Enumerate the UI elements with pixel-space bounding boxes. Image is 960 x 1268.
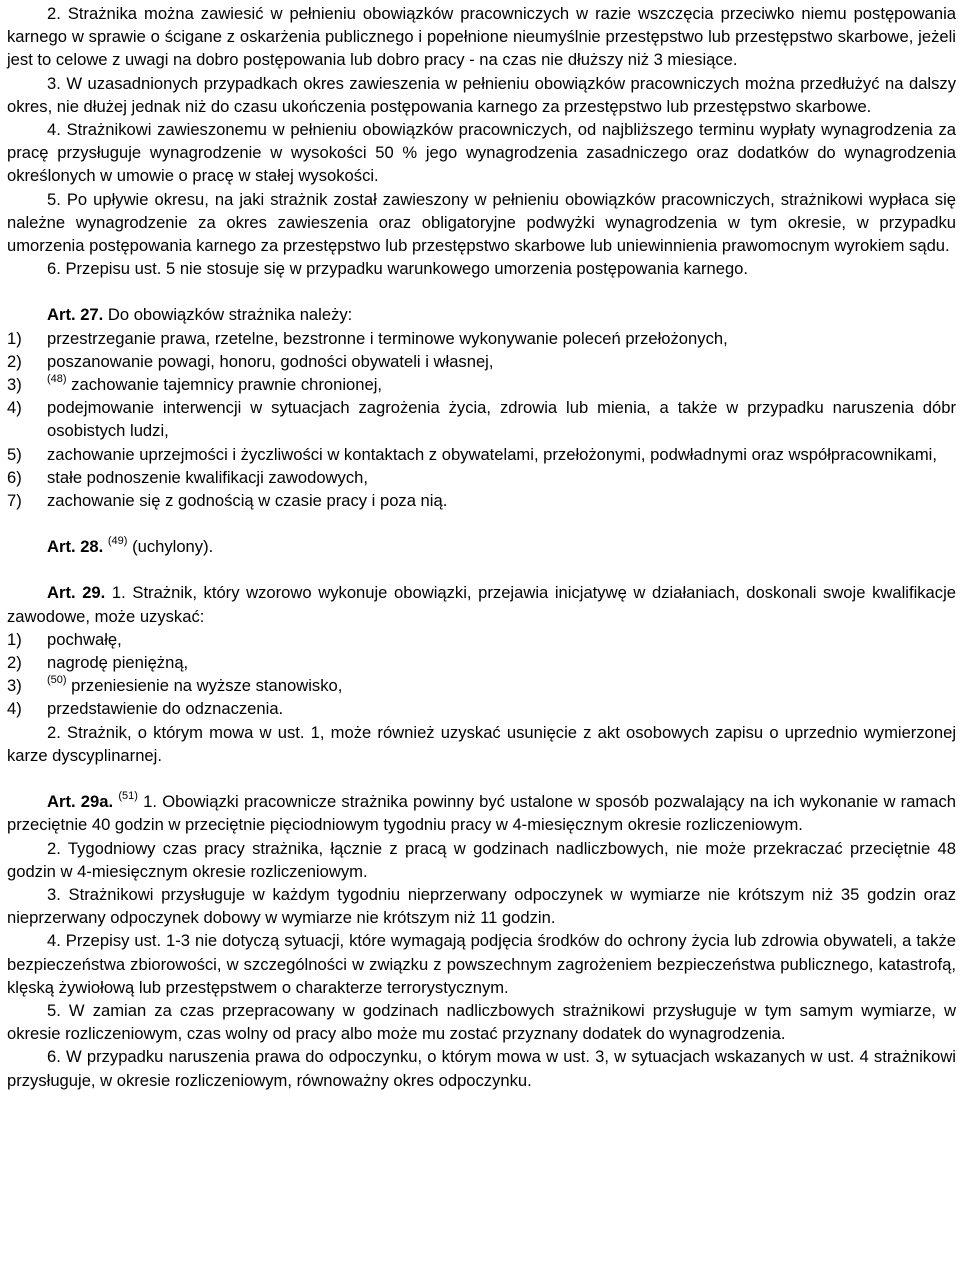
- paragraph-art26-6: 6. Przepisu ust. 5 nie stosuje się w przypadku warunkowego umorzenia postępowania karnego.: [47, 259, 749, 279]
- list-item-number: 3): [7, 375, 22, 395]
- footnote-ref: (51): [118, 789, 138, 802]
- list-item-number: 5): [7, 444, 22, 464]
- list-item-text: pochwałę,: [47, 629, 122, 649]
- art29-label: Art. 29.: [47, 583, 106, 603]
- spacer: [7, 767, 956, 790]
- list-item-number: 4): [7, 398, 22, 418]
- paragraph-art29a-3: 3. Strażnikowi przysługuje w każdym tygodniu nieprzerwany odpoczynek w wymiarze nie krótszym niż 35 godzin oraz nieprzerwany odpoczynek dobowy w wymiarze nie krótszym niż 11 godzin.: [7, 884, 956, 928]
- list-item: [7, 651, 956, 674]
- paragraph-art26-3: 3. W uzasadnionych przypadkach okres zawieszenia w pełnieniu obowiązków pracowniczych można przedłużyć na dalszy okres, nie dłużej jednak niż do czasu ukończenia postępowania karnego za przestępstwo lub przestępstwo skarbowe.: [7, 73, 956, 116]
- list-item-text: przeniesienie na wyższe stanowisko,: [66, 676, 343, 696]
- list-item: [7, 466, 956, 489]
- list-item-text: zachowanie uprzejmości i życzliwości w kontaktach z obywatelami, przełożonymi, podwładnymi oraz współpracownikami,: [47, 444, 937, 464]
- art27-label: Art. 27.: [47, 305, 104, 325]
- list-item-text: zachowanie się z godnością w czasie pracy i poza nią.: [47, 491, 448, 511]
- art29a-label: Art. 29a.: [47, 792, 114, 812]
- list-item: [7, 350, 956, 373]
- art29-intro: 1. Strażnik, który wzorowo wykonuje obowiązki, przejawia inicjatywę w działaniach, doskonali swoje kwalifikacje zawodowe, może uzyskać:: [7, 583, 956, 626]
- list-item-number: 1): [7, 328, 22, 348]
- list-item-number: 2): [7, 351, 22, 371]
- spacer: [7, 280, 956, 303]
- paragraph-art29a-5: 5. W zamian za czas przepracowany w godzinach nadliczbowych strażnikowi przysługuje w tym samym wymiarze, w okresie rozliczeniowym, czas wolny od pracy albo może mu zostać przyznany dodatek do wynagrodzenia.: [7, 1000, 956, 1044]
- art28-text: (uchylony).: [127, 537, 214, 557]
- list-item: [7, 327, 956, 350]
- paragraph-art26-4: 4. Strażnikowi zawieszonemu w pełnieniu obowiązków pracowniczych, od najbliższego terminu wypłaty wynagrodzenia za pracę przysługuje wynagrodzenie w wysokości 50 % jego wynagrodzenia zasadniczego oraz dodatków do wynagrodzenia określonych w umowie o pracę w stałej wysokości.: [7, 120, 956, 186]
- footnote-ref: (50): [47, 673, 67, 686]
- paragraph-art26-5: 5. Po upływie okresu, na jaki strażnik został zawieszony w pełnieniu obowiązków pracowniczych, strażnikowi wypłaca się należne wynagrodzenie za okres zawieszenia oraz obligatoryjne podwyżki wynagrodzenia w tym okresie, w przypadku umorzenia postępowania karnego za przestępstwo lub przestępstwo skarbowe lub uniewinnienia prawomocnym wyrokiem sądu.: [7, 189, 956, 256]
- list-item: [7, 697, 956, 720]
- list-item: [7, 674, 956, 697]
- list-item: [7, 489, 956, 512]
- spacer: [7, 512, 956, 535]
- footnote-ref: (49): [107, 534, 128, 547]
- paragraph-art29a-6: 6. W przypadku naruszenia prawa do odpoczynku, o którym mowa w ust. 3, w sytuacjach wskazanych w ust. 4 strażnikowi przysługuje, w okresie rozliczeniowym, równoważny okres odpoczynku.: [7, 1047, 956, 1090]
- art29-list: [7, 628, 956, 721]
- art28-heading: [7, 535, 956, 558]
- paragraph-art26-2: 2. Strażnika można zawiesić w pełnieniu obowiązków pracowniczych w razie wszczęcia przeciwko niemu postępowania karnego w sprawie o ścigane z oskarżenia publicznego i popełnione nieumyślnie przestępstwo lub przestępstwo skarbowe, jeżeli jest to celowe z uwagi na dobro postępowania lub dobro pracy - na czas nie dłuższy niż 3 miesiące.: [7, 4, 956, 70]
- list-item: [7, 396, 956, 442]
- spacer: [7, 558, 956, 581]
- art27-intro: Do obowiązków strażnika należy:: [103, 305, 353, 325]
- list-item-number: 7): [7, 491, 22, 511]
- list-item-text: zachowanie tajemnicy prawnie chronionej,: [66, 375, 383, 395]
- art29a-heading: [7, 790, 956, 836]
- list-item-text: przestrzeganie prawa, rzetelne, bezstronne i terminowe wykonywanie poleceń przełożonych,: [47, 328, 728, 348]
- list-item-number: 2): [7, 653, 22, 673]
- list-item-number: 6): [7, 467, 22, 487]
- list-item-text: nagrodę pieniężną,: [47, 653, 189, 673]
- art27-heading: [7, 303, 956, 326]
- list-item-text: podejmowanie interwencji w sytuacjach zagrożenia życia, zdrowia lub mienia, a także w przypadku naruszenia dóbr osobistych ludzi,: [47, 398, 956, 441]
- list-item-number: 4): [7, 699, 22, 719]
- art27-list: [7, 327, 956, 513]
- art29a-intro: 1. Obowiązki pracownicze strażnika powinny być ustalone w sposób pozwalający na ich wykonanie w ramach przeciętnie 40 godzin w przeciętnie pięciodniowym tygodniu pracy w 4-miesięcznym okresie rozliczeniowym.: [7, 792, 956, 835]
- art29-heading: [7, 581, 956, 627]
- footnote-ref: (48): [47, 372, 67, 385]
- paragraph-art29-2: 2. Strażnik, o którym mowa w ust. 1, może również uzyskać usunięcie z akt osobowych zapisu o uprzednio wymierzonej karze dyscyplinarnej.: [7, 722, 956, 765]
- list-item-number: 3): [7, 676, 22, 696]
- list-item-text: poszanowanie powagi, honoru, godności obywateli i własnej,: [47, 351, 494, 371]
- list-item-text: stałe podnoszenie kwalifikacji zawodowych,: [47, 467, 368, 487]
- paragraph-art29a-2: 2. Tygodniowy czas pracy strażnika, łącznie z pracą w godzinach nadliczbowych, nie może przekraczać przeciętnie 48 godzin w 4-miesięcznym okresie rozliczeniowym.: [7, 838, 956, 881]
- list-item: [7, 373, 956, 396]
- art28-label: Art. 28.: [47, 537, 104, 557]
- list-item: [7, 443, 956, 466]
- list-item-number: 1): [7, 629, 22, 649]
- list-item: [7, 628, 956, 651]
- paragraph-art29a-4: 4. Przepisy ust. 1-3 nie dotyczą sytuacji, które wymagają podjęcia środków do ochrony życia lub zdrowia obywateli, a także bezpieczeństwa zbiorowości, w szczególności w związku z powszechnym zagrożeniem bezpieczeństwa publicznego, katastrofą, klęską żywiołową lub przestępstwem o charakterze terrorystycznym.: [7, 931, 956, 997]
- list-item-text: przedstawienie do odznaczenia.: [47, 699, 284, 719]
